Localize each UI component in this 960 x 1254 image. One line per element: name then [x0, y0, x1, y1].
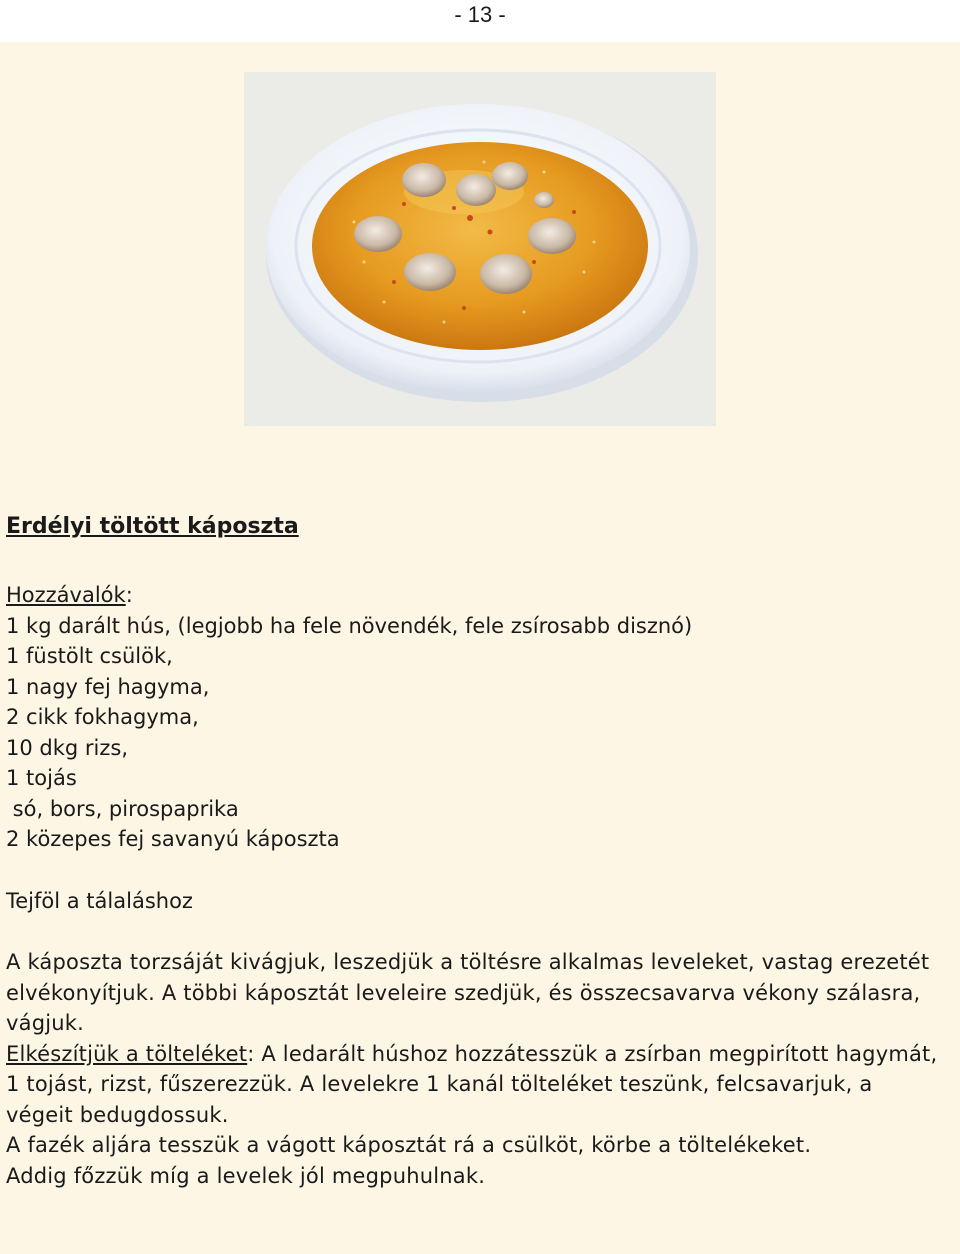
meatball	[402, 163, 446, 197]
recipe	[6, 512, 946, 1191]
ingredient-item: 2 cikk fokhagyma,	[6, 705, 199, 729]
filling-label: Elkészítjük a tölteléket	[6, 1041, 248, 1066]
meatball	[528, 218, 576, 254]
meatball	[534, 192, 554, 208]
ingredients-heading	[6, 580, 946, 611]
meatball	[480, 254, 532, 294]
ingredients-colon: :	[125, 583, 133, 607]
method-paragraph-1: A káposzta torzsáját kivágjuk, leszedjük a töltésre alkalmas leveleket, vastag erezetét elvékonyítjuk. A többi káposztát leveleire szedjük, és összecsavarva vékony szálasra, vágjuk.	[6, 950, 930, 1035]
method-paragraph-3: A fazék aljára tesszük a vágott káposztát rá a csülköt, körbe a töltelékeket.	[6, 1133, 812, 1157]
meatball	[354, 216, 402, 252]
page-number: - 13 -	[0, 0, 960, 40]
method-paragraph-2	[6, 1039, 946, 1131]
ingredient-item: 1 tojás	[6, 766, 77, 790]
ingredient-item: 2 közepes fej savanyú káposzta	[6, 827, 340, 851]
recipe-title: Erdélyi töltött káposzta	[6, 514, 299, 539]
filling-text: : A ledarált húshoz hozzátesszük a zsírban megpirított hagymát, 1 tojást, rizst, fűszerezzük. A levelekre 1 kanál tölteléket teszünk, felcsavarjuk, a végeit bedugdossuk.	[6, 1041, 938, 1127]
ingredient-item: 1 füstölt csülök,	[6, 644, 173, 668]
ingredients-label: Hozzávalók	[6, 583, 126, 607]
ingredient-list	[6, 611, 946, 855]
page-body	[0, 42, 960, 1254]
meatball	[456, 174, 496, 206]
ingredient-item: 1 kg darált hús, (legjobb ha fele növendék, fele zsírosabb disznó)	[6, 613, 693, 638]
soup-photo-drawing	[244, 72, 716, 426]
meatball	[492, 162, 528, 190]
soup-photo	[244, 72, 716, 426]
ingredient-item: 1 nagy fej hagyma,	[6, 674, 210, 699]
meatball	[404, 253, 456, 291]
ingredient-item: 10 dkg rizs,	[6, 735, 129, 760]
method-paragraph-4: Addig főzzük míg a levelek jól megpuhulnak.	[6, 1163, 486, 1188]
method	[6, 947, 946, 1191]
serving-note: Tejföl a tálaláshoz	[6, 888, 193, 913]
ingredient-item: só, bors, pirospaprika	[6, 796, 239, 821]
